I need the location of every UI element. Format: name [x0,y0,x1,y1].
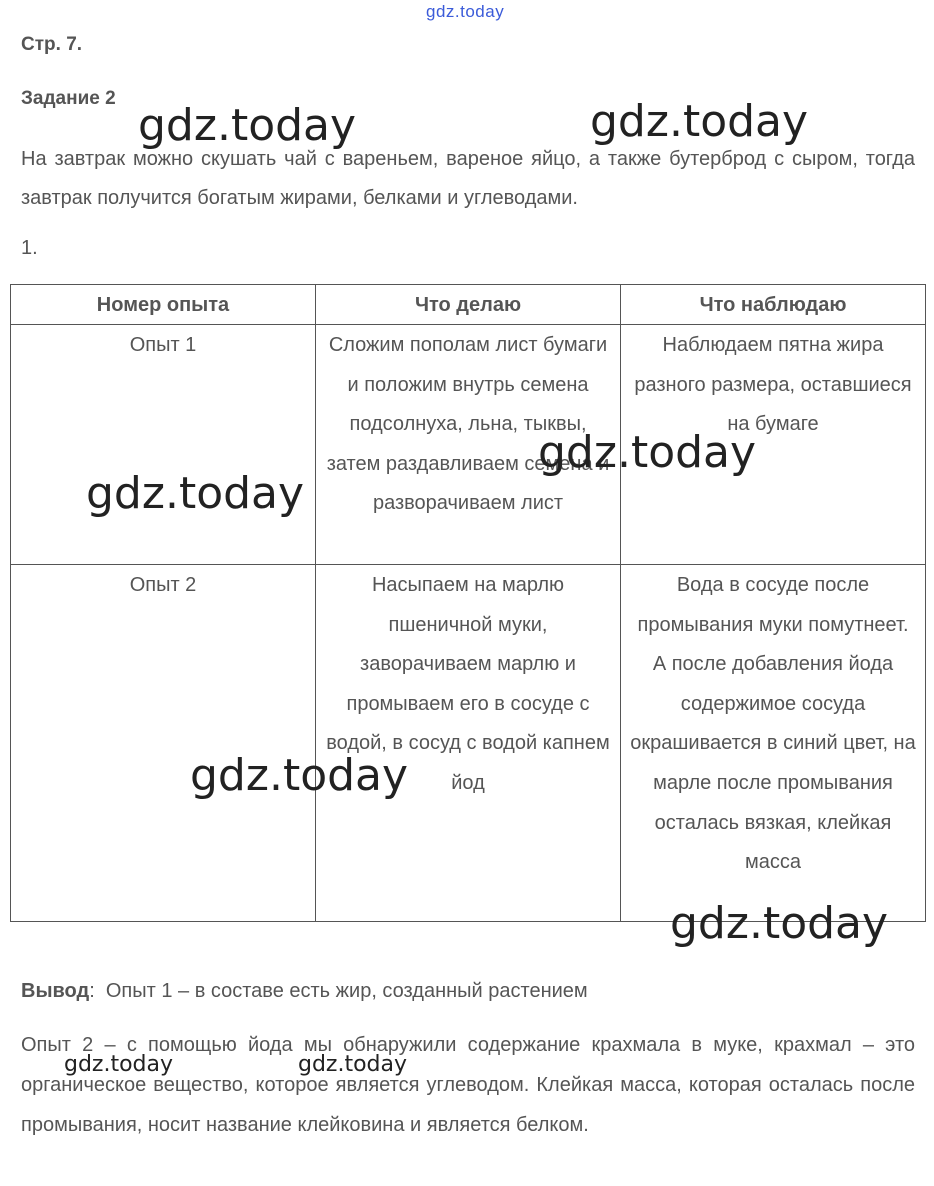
intro-paragraph: На завтрак можно скушать чай с вареньем, вареное яйцо, а также бутерброд с сыром, тогда завтрак получится богатым жирами, белками и углеводами. [21,148,915,209]
cell-observation: Наблюдаем пятна жира разного размера, оставшиеся на бумаге [621,325,926,565]
watermark: gdz.today [590,96,809,147]
cell-observation: Вода в сосуде после промывания муки помутнеет. А после добавления йода содержимое сосуда окрашивается в синий цвет, на марле после промывания осталась вязкая, клейкая масса [621,565,926,922]
top-watermark: gdz.today [426,2,505,21]
experiments-table [10,284,926,922]
watermark: gdz.today [86,468,305,519]
conclusion-colon: : [89,980,106,1002]
header-action: Что делаю [316,285,621,325]
conclusion [21,976,588,1006]
watermark: gdz.today [670,898,889,949]
conclusion-label: Вывод [21,980,90,1002]
watermark: gdz.today [298,1052,408,1077]
watermark: gdz.today [64,1052,174,1077]
conclusion-text: Опыт 1 – в составе есть жир, созданный растением [105,980,588,1002]
header-number: Номер опыта [11,285,316,325]
watermark: gdz.today [538,427,757,478]
cell-number: Опыт 1 [11,325,316,565]
header-observation: Что наблюдаю [621,285,926,325]
cell-action: Сложим пополам лист бумаги и положим внутрь семена подсолнуха, льна, тыквы, затем раздавливаем семена и разворачиваем лист [316,325,621,565]
table-row [11,565,926,922]
cell-action: Насыпаем на марлю пшеничной муки, заворачиваем марлю и промываем его в сосуде с водой, в сосуд с водой капнем йод [316,565,621,922]
watermark: gdz.today [138,100,357,151]
cell-number: Опыт 2 [11,565,316,922]
page-reference: Стр. 7. [21,34,83,55]
table-header-row [11,285,926,325]
watermark: gdz.today [190,750,409,801]
experiment2-paragraph: Опыт 2 – с помощью йода мы обнаружили содержание крахмала в муке, крахмал – это органическое вещество, которое является углеводом. Клейкая масса, которая осталась после промывания, носит название клейковина и является белком. [21,1034,915,1136]
task-title: Задание 2 [21,88,116,109]
table-row [11,325,926,565]
item-number: 1. [21,237,38,259]
